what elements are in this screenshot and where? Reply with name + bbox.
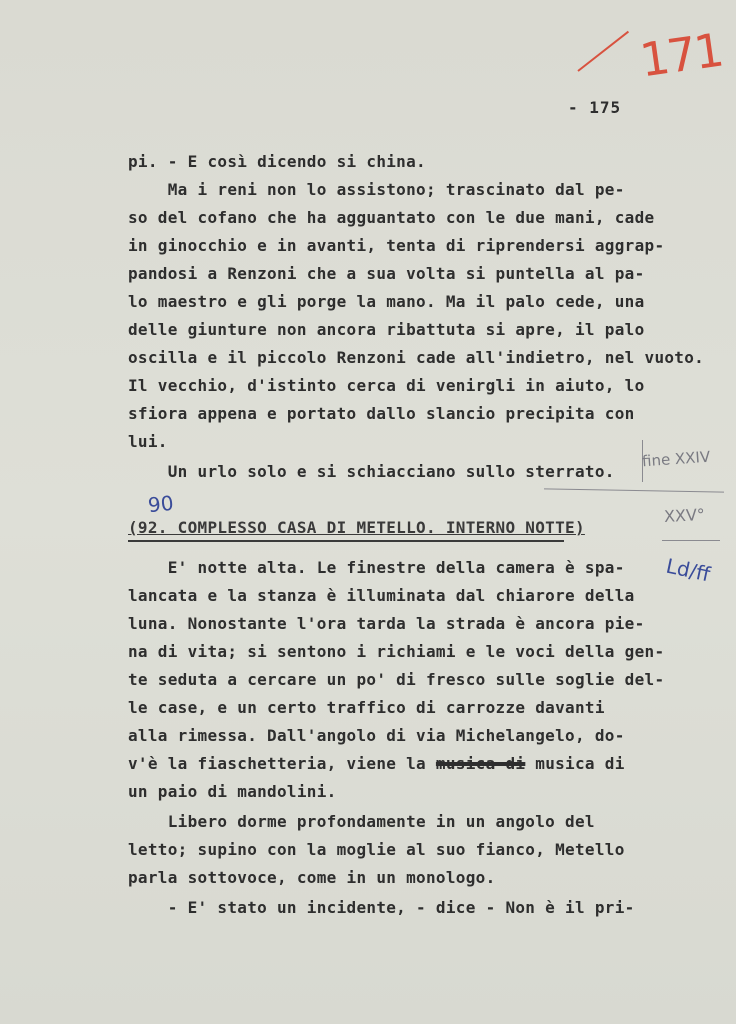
text-line: lui. xyxy=(128,432,168,451)
text-line: lancata e la stanza è illuminata dal chiarore della xyxy=(128,586,635,605)
struck-word: musica di xyxy=(435,754,526,773)
text-line: in ginocchio e in avanti, tenta di riprendersi aggrap- xyxy=(128,236,665,255)
text-fragment: v'è la fiaschetteria, viene la xyxy=(128,754,436,773)
margin-note-end: fine XXIV xyxy=(641,447,711,471)
text-line: pi. - E così dicendo si china. xyxy=(128,152,426,171)
text-line: te seduta a cercare un po' di fresco sulle soglie del- xyxy=(128,670,665,689)
text-fragment: musica di xyxy=(525,754,625,773)
text-line: - E' stato un incidente, - dice - Non è il pri- xyxy=(128,898,635,917)
text-line: un paio di mandolini. xyxy=(128,782,337,801)
text-line: so del cofano che ha agguantato con le due mani, cade xyxy=(128,208,655,227)
text-line: letto; supino con la moglie al suo fianco, Metello xyxy=(128,840,625,859)
text-line: Ma i reni non lo assistono; trascinato dal pe- xyxy=(128,180,625,199)
margin-initials: Ld/ff xyxy=(663,553,713,587)
page-number: - 175 xyxy=(568,98,622,117)
text-line: lo maestro e gli porge la mano. Ma il palo cede, una xyxy=(128,292,645,311)
text-line: pandosi a Renzoni che a sua volta si puntella al pa- xyxy=(128,264,645,283)
scene-heading: (92. COMPLESSO CASA DI METELLO. INTERNO NOTTE) xyxy=(128,518,585,537)
text-line: le case, e un certo traffico di carrozze davanti xyxy=(128,698,605,717)
text-line: alla rimessa. Dall'angolo di via Michelangelo, do- xyxy=(128,726,625,745)
text-line: na di vita; si sentono i richiami e le voci della gen- xyxy=(128,642,665,661)
text-line: Un urlo solo e si schiacciano sullo sterrato. xyxy=(128,462,615,481)
text-line: Il vecchio, d'istinto cerca di venirgli in aiuto, lo xyxy=(128,376,645,395)
heading-underline xyxy=(128,540,564,542)
text-line: Libero dorme profondamente in un angolo del xyxy=(128,812,595,831)
pencil-rule xyxy=(662,540,720,541)
text-line-with-strike xyxy=(128,754,625,773)
text-line: E' notte alta. Le finestre della camera è spa- xyxy=(128,558,625,577)
corrected-page-number: 171 xyxy=(636,22,726,88)
text-line: oscilla e il piccolo Renzoni cade all'indietro, nel vuoto. xyxy=(128,348,705,367)
scene-number-correction: 90 xyxy=(146,490,175,518)
margin-note-start: XXV° xyxy=(663,504,706,527)
text-line: delle giunture non ancora ribattuta si apre, il palo xyxy=(128,320,645,339)
text-line: luna. Nonostante l'ora tarda la strada è ancora pie- xyxy=(128,614,645,633)
text-line: parla sottovoce, come in un monologo. xyxy=(128,868,496,887)
text-line: sfiora appena e portato dallo slancio precipita con xyxy=(128,404,635,423)
